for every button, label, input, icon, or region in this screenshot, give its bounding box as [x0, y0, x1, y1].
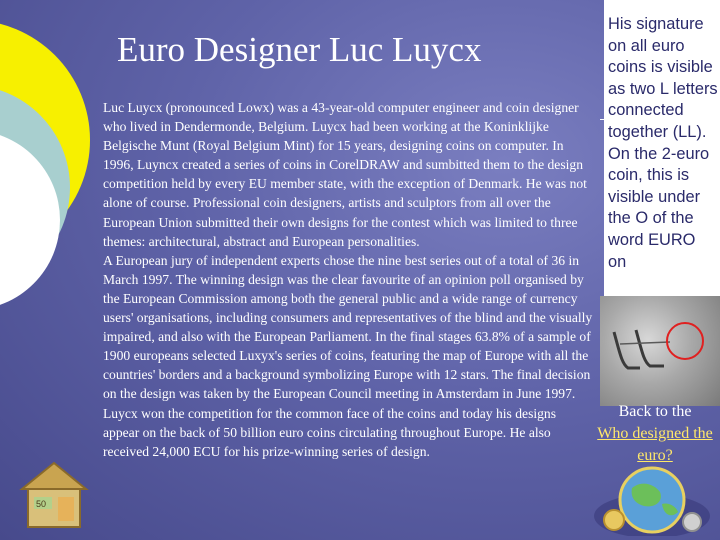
- slide-title: Euro Designer Luc Luycx: [117, 30, 482, 69]
- biography-paragraph-2: A European jury of independent experts chose the nine best series out of a total of 36 in March 1997. The winning design was the clear favourite of an opinion poll organised by the European Commission among both the general public and a wide range of currency users' organisations, including consumers and representatives of the blind and the visually impaired, and also with the European Parliament. In the final stages 63.8% of a sample of 1900 europeans selected Luxyx's series of coins, featuring the map of Europe with all the countries' borders and a background symbolizing Europe with 12 stars. The final decision on the design was taken by the European Council meeting in Amsterdam in June 1997. Luycx won the competition for the common face of the coins and today his designs appear on the back of 50 billion euro coins circulating throughout Europe. He also received 24,000 ECU for his prize-winning series of design.: [103, 252, 593, 459]
- svg-text:50: 50: [36, 499, 47, 509]
- biography-paragraph-1: Luc Luycx (pronounced Lowx) was a 43-year-old computer engineer and coin designer who lived in Dendermonde, Belgium. Luycx had been working at the Koninklijke Belgische Munt (Royal Belgium Mint) for 15 years, designing coins on computer. In 1996, Luyncx created a series of coins in CorelDRAW and sumbitted them to the design competition held by every EU member state, with the exception of Denmark. He was not alone of course. Professional coin designers, artists and sculptors from all over the European Union submitted their own designs for the contest which was limited to three themes: architectural, abstract and European personalities.: [103, 100, 587, 249]
- euro-banknote-house-icon: [16, 455, 92, 531]
- signature-note: His signature on all euro coins is visible as two L letters connected together (LL). On the 2-euro coin, this is visible under the O of the word EURO on: [608, 15, 718, 271]
- coin-signature-photo: [600, 296, 720, 406]
- euro-globe-icon: [592, 458, 712, 536]
- divider-line: [600, 119, 710, 120]
- who-designed-link[interactable]: Who designed the euro?: [597, 425, 713, 464]
- biography-text: [103, 98, 593, 461]
- signature-highlight-ring: [666, 322, 704, 360]
- back-lead-text: Back to the: [618, 403, 692, 420]
